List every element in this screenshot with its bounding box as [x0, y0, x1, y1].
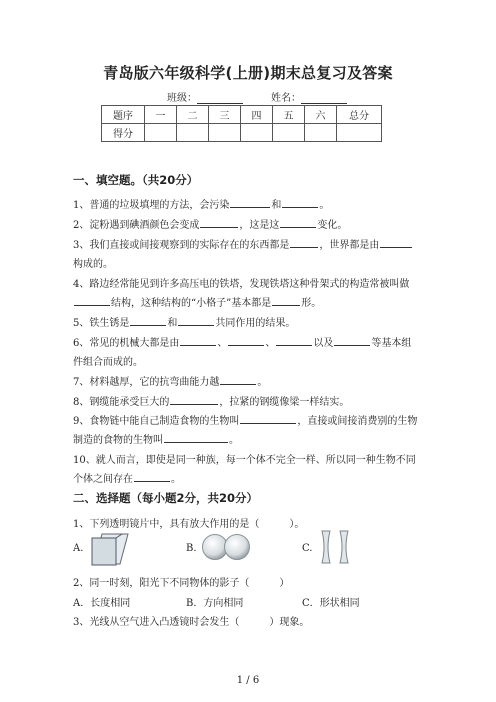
header-cell: 总分 — [337, 106, 382, 124]
score-cell[interactable] — [209, 124, 241, 142]
choice-question-3: 3、光线从空气进入凸透镜时会发生（ ）现象。 — [73, 617, 310, 628]
score-table — [101, 105, 382, 142]
answer-blank[interactable] — [170, 394, 218, 405]
score-cell[interactable] — [337, 124, 382, 142]
name-blank[interactable] — [301, 92, 347, 104]
header-cell: 二 — [177, 106, 209, 124]
class-label: 班级： — [167, 93, 197, 104]
answer-blank[interactable] — [380, 237, 412, 248]
row-label: 得分 — [102, 124, 145, 142]
score-cell[interactable] — [177, 124, 209, 142]
answer-blank[interactable] — [272, 295, 300, 306]
score-cell[interactable] — [273, 124, 305, 142]
fill-question-6: 6、常见的机械大都是由 、 、 以及 等基本组 — [73, 334, 411, 349]
answer-blank[interactable] — [228, 335, 264, 346]
answer-blank[interactable] — [134, 471, 170, 482]
class-blank[interactable] — [197, 92, 243, 104]
fill-question-3-cont: 构成的。 — [73, 259, 113, 270]
name-label: 姓名： — [271, 93, 301, 104]
answer-blank[interactable] — [280, 217, 316, 228]
score-cell[interactable] — [241, 124, 273, 142]
fill-question-4: 4、路边经常能见到许多高压电的铁塔，发现铁塔这种骨架式的构造常被叫做 — [73, 279, 410, 290]
option-a[interactable]: A．长度相同 — [73, 598, 131, 609]
fill-question-10-cont: 个体之间存在 。 — [73, 470, 181, 485]
score-cell[interactable] — [145, 124, 177, 142]
answer-blank[interactable] — [290, 237, 318, 248]
page-title: 青岛版六年级科学(上册)期末总复习及答案 — [103, 64, 393, 82]
header-cell: 三 — [209, 106, 241, 124]
concave-lens-icon — [320, 530, 350, 564]
answer-blank[interactable] — [220, 374, 256, 385]
option-b[interactable]: B．方向相同 — [186, 598, 244, 609]
fill-question-5: 5、铁生锈是 和 共同作用的结果。 — [73, 314, 295, 329]
section-choice-title: 二、选择题（每小题2分，共20分） — [73, 491, 259, 505]
answer-blank[interactable] — [178, 315, 214, 326]
option-c[interactable]: C. — [302, 543, 313, 554]
answer-blank[interactable] — [276, 335, 312, 346]
name-field — [271, 89, 347, 104]
flat-glass-pane-icon — [88, 532, 130, 566]
fill-question-7: 7、材料越厚，它的抗弯曲能力越 。 — [73, 373, 267, 388]
score-table-row — [102, 124, 382, 142]
answer-blank[interactable] — [334, 335, 370, 346]
answer-blank[interactable] — [200, 217, 238, 228]
answer-blank[interactable] — [240, 413, 296, 424]
fill-question-8: 8、钢缆能承受巨大的 ，拉紧的钢缆像梁一样结实。 — [73, 393, 349, 408]
fill-question-6-cont: 件组合而成的。 — [73, 357, 143, 368]
page-number: 1 / 6 — [236, 675, 260, 686]
choice-question-2: 2、同一时刻，阳光下不同物体的影子（ ） — [73, 578, 290, 589]
convex-lens-icon — [201, 533, 253, 561]
score-table-header — [102, 106, 382, 124]
fill-question-2: 2、淀粉遇到碘酒颜色会变成 ，这是这 变化。 — [73, 216, 347, 231]
header-cell: 题序 — [102, 106, 145, 124]
fill-question-9: 9、食物链中能自己制造食物的生物叫 ，直接或间接消费别的生物 — [73, 412, 417, 427]
header-cell: 六 — [305, 106, 337, 124]
choice-question-1: 1、下列透明镜片中，具有放大作用的是（ ）。 — [73, 519, 305, 530]
option-c[interactable]: C．形状相同 — [302, 598, 360, 609]
fill-question-10: 10、就人而言，即使是同一种族，每一个体不完全一样、所以同一种生物不同 — [73, 455, 416, 466]
answer-blank[interactable] — [164, 432, 228, 443]
header-cell: 一 — [145, 106, 177, 124]
option-b[interactable]: B. — [186, 543, 197, 554]
header-cell: 五 — [273, 106, 305, 124]
section-fill-title: 一、填空题。（共20分） — [73, 173, 199, 187]
fill-question-3: 3、我们直接或间接观察到的实际存在的东西都是 ，世界都是由 — [73, 236, 413, 251]
fill-question-1: 1、普通的垃圾填埋的方法，会污染 和 。 — [73, 196, 329, 211]
fill-question-9-cont: 制造的食物的生物叫 。 — [73, 431, 239, 446]
answer-blank[interactable] — [74, 295, 110, 306]
class-field — [167, 89, 243, 104]
answer-blank[interactable] — [282, 197, 318, 208]
answer-blank[interactable] — [180, 335, 216, 346]
score-cell[interactable] — [305, 124, 337, 142]
answer-blank[interactable] — [130, 315, 166, 326]
option-a[interactable]: A. — [73, 543, 84, 554]
answer-blank[interactable] — [230, 197, 270, 208]
fill-question-4-cont: 结构，这种结构的“小格子”基本都是 形。 — [73, 294, 321, 309]
header-cell: 四 — [241, 106, 273, 124]
